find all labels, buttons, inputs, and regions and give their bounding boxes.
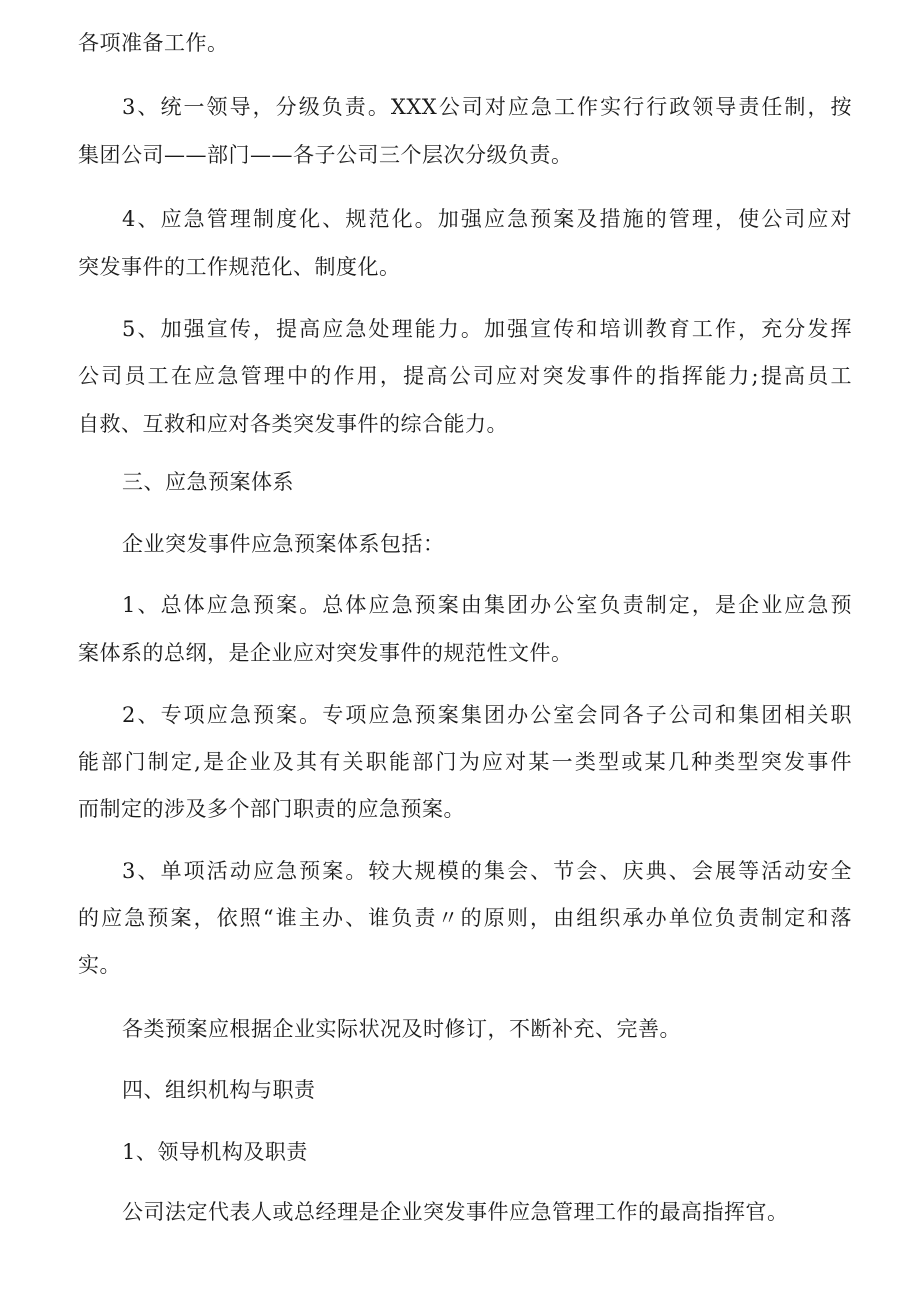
- paragraph-line: 的应急预案，依照“谁主办、谁负责〃的原则，由组织承办单位负责制定和落: [78, 906, 852, 930]
- paragraph-line: 5、加强宣传，提高应急处理能力。加强宣传和培训教育工作，充分发挥: [122, 317, 852, 341]
- paragraph-line: 企业突发事件应急预案体系包括：: [122, 532, 445, 556]
- subsection-heading: 1、领导机构及职责: [122, 1140, 308, 1164]
- paragraph-line: 公司法定代表人或总经理是企业突发事件应急管理工作的最高指挥官。: [122, 1200, 789, 1224]
- paragraph-line: 案体系的总纲，是企业应对突发事件的规范性文件。: [78, 641, 573, 665]
- paragraph-line: 各类预案应根据企业实际状况及时修订，不断补充、完善。: [122, 1017, 681, 1041]
- section-heading: 三、应急预案体系: [122, 470, 294, 494]
- paragraph-line: 2、专项应急预案。专项应急预案集团办公室会同各子公司和集团相关职: [122, 703, 852, 727]
- paragraph-line: 3、单项活动应急预案。较大规模的集会、节会、庆典、会展等活动安全: [122, 859, 852, 883]
- paragraph-line: 各项准备工作。: [78, 31, 229, 55]
- paragraph-line: 3、统一领导，分级负责。XXX公司对应急工作实行行政领导责任制，按: [122, 95, 852, 119]
- paragraph-line: 而制定的涉及多个部门职责的应急预案。: [78, 797, 465, 821]
- section-heading: 四、组织机构与职责: [122, 1078, 316, 1102]
- paragraph-line: 突发事件的工作规范化、制度化。: [78, 255, 401, 279]
- paragraph-line: 公司员工在应急管理中的作用，提高公司应对突发事件的指挥能力;提高员工: [78, 364, 852, 388]
- paragraph-line: 自救、互救和应对各类突发事件的综合能力。: [78, 412, 508, 436]
- paragraph-line: 实。: [78, 953, 121, 977]
- paragraph-line: 能部门制定,是企业及其有关职能部门为应对某一类型或某几种类型突发事件: [78, 750, 852, 774]
- paragraph-line: 4、应急管理制度化、规范化。加强应急预案及措施的管理，使公司应对: [122, 207, 852, 231]
- paragraph-line: 集团公司——部门——各子公司三个层次分级负责。: [78, 143, 573, 167]
- paragraph-line: 1、总体应急预案。总体应急预案由集团办公室负责制定，是企业应急预: [122, 593, 852, 617]
